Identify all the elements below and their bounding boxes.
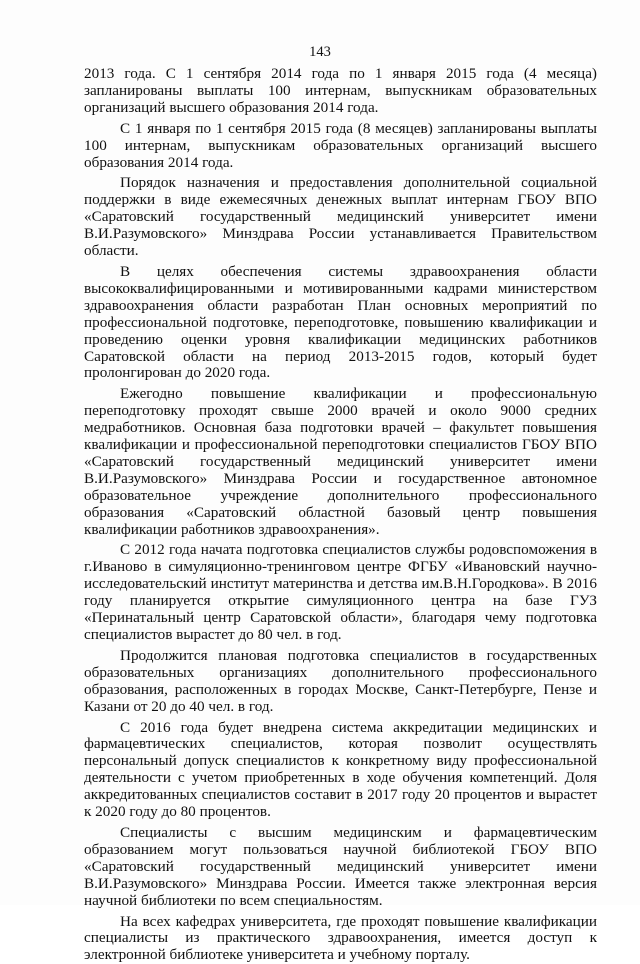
paragraph: С 1 января по 1 сентября 2015 года (8 месяцев) запланированы выплаты 100 интернам, выпускникам образовательных организаций высшего образования 2014 года. xyxy=(84,121,597,172)
paragraph: Ежегодно повышение квалификации и профессиональную переподготовку проходят свыше 2000 врачей и около 9000 средних медработников. Основная база подготовки врачей – факультет повышения квалификации и профессиональной переподготовки специалистов ГБОУ ВПО «Саратовский государственный медицинский университет имени В.И.Разумовского» Минздрава России и государственное автономное образовательное учреждение дополнительного профессионального образования «Саратовский областной базовый центр повышения квалификации работников здравоохранения». xyxy=(84,386,597,538)
paragraph: Продолжится плановая подготовка специалистов в государственных образовательных организациях дополнительного профессионального образования, расположенных в городах Москве, Санкт-Петербурге, Пензе и Казани от 20 до 40 чел. в год. xyxy=(84,648,597,716)
paragraph: С 2016 года будет внедрена система аккредитации медицинских и фармацевтических специалистов, которая позволит осуществлять персональный допуск специалистов к конкретному виду профессиональной деятельности с учетом приобретенных в ходе обучения компетенций. Доля аккредитованных специалистов составит в 2017 году 20 процентов и вырастет к 2020 году до 80 процентов. xyxy=(84,720,597,821)
paragraph-continuation: 2013 года. С 1 сентября 2014 года по 1 января 2015 года (4 месяца) запланированы выплаты 100 интернам, выпускникам образовательных организаций высшего образования 2014 года. xyxy=(84,66,597,117)
paragraph: В целях обеспечения системы здравоохранения области высококвалифицированными и мотивированными кадрами министерством здравоохранения области разработан План основных мероприятий по профессиональной подготовке, переподготовке, повышению квалификации и проведению оценки уровня квалификации медицинских работников Саратовской области на период 2013-2015 годов, который будет пролонгирован до 2020 года. xyxy=(84,264,597,382)
page-number: 143 xyxy=(0,44,640,61)
document-body xyxy=(84,66,597,964)
paragraph: Порядок назначения и предоставления дополнительной социальной поддержки в виде ежемесячных денежных выплат интернам ГБОУ ВПО «Саратовский государственный медицинский университет имени В.И.Разумовского» Минздрава России устанавливается Правительством области. xyxy=(84,175,597,260)
paragraph: Специалисты с высшим медицинским и фармацевтическим образованием могут пользоваться научной библиотекой ГБОУ ВПО «Саратовский государственный медицинский университет имени В.И.Разумовского» Минздрава России. Имеется также электронная версия научной библиотеки по всем специальностям. xyxy=(84,825,597,910)
paragraph: С 2012 года начата подготовка специалистов службы родовспоможения в г.Иваново в симуляционно-тренинговом центре ФГБУ «Ивановский научно-исследовательский институт материнства и детства им.В.Н.Городкова». В 2016 году планируется открытие симуляционного центра на базе ГУЗ «Перинатальный центр Саратовской области», благодаря чему подготовка специалистов вырастет до 80 чел. в год. xyxy=(84,542,597,643)
paragraph: На всех кафедрах университета, где проходят повышение квалификации специалисты из практического здравоохранения, имеется доступ к электронной библиотеке университета и учебному порталу. xyxy=(84,914,597,964)
